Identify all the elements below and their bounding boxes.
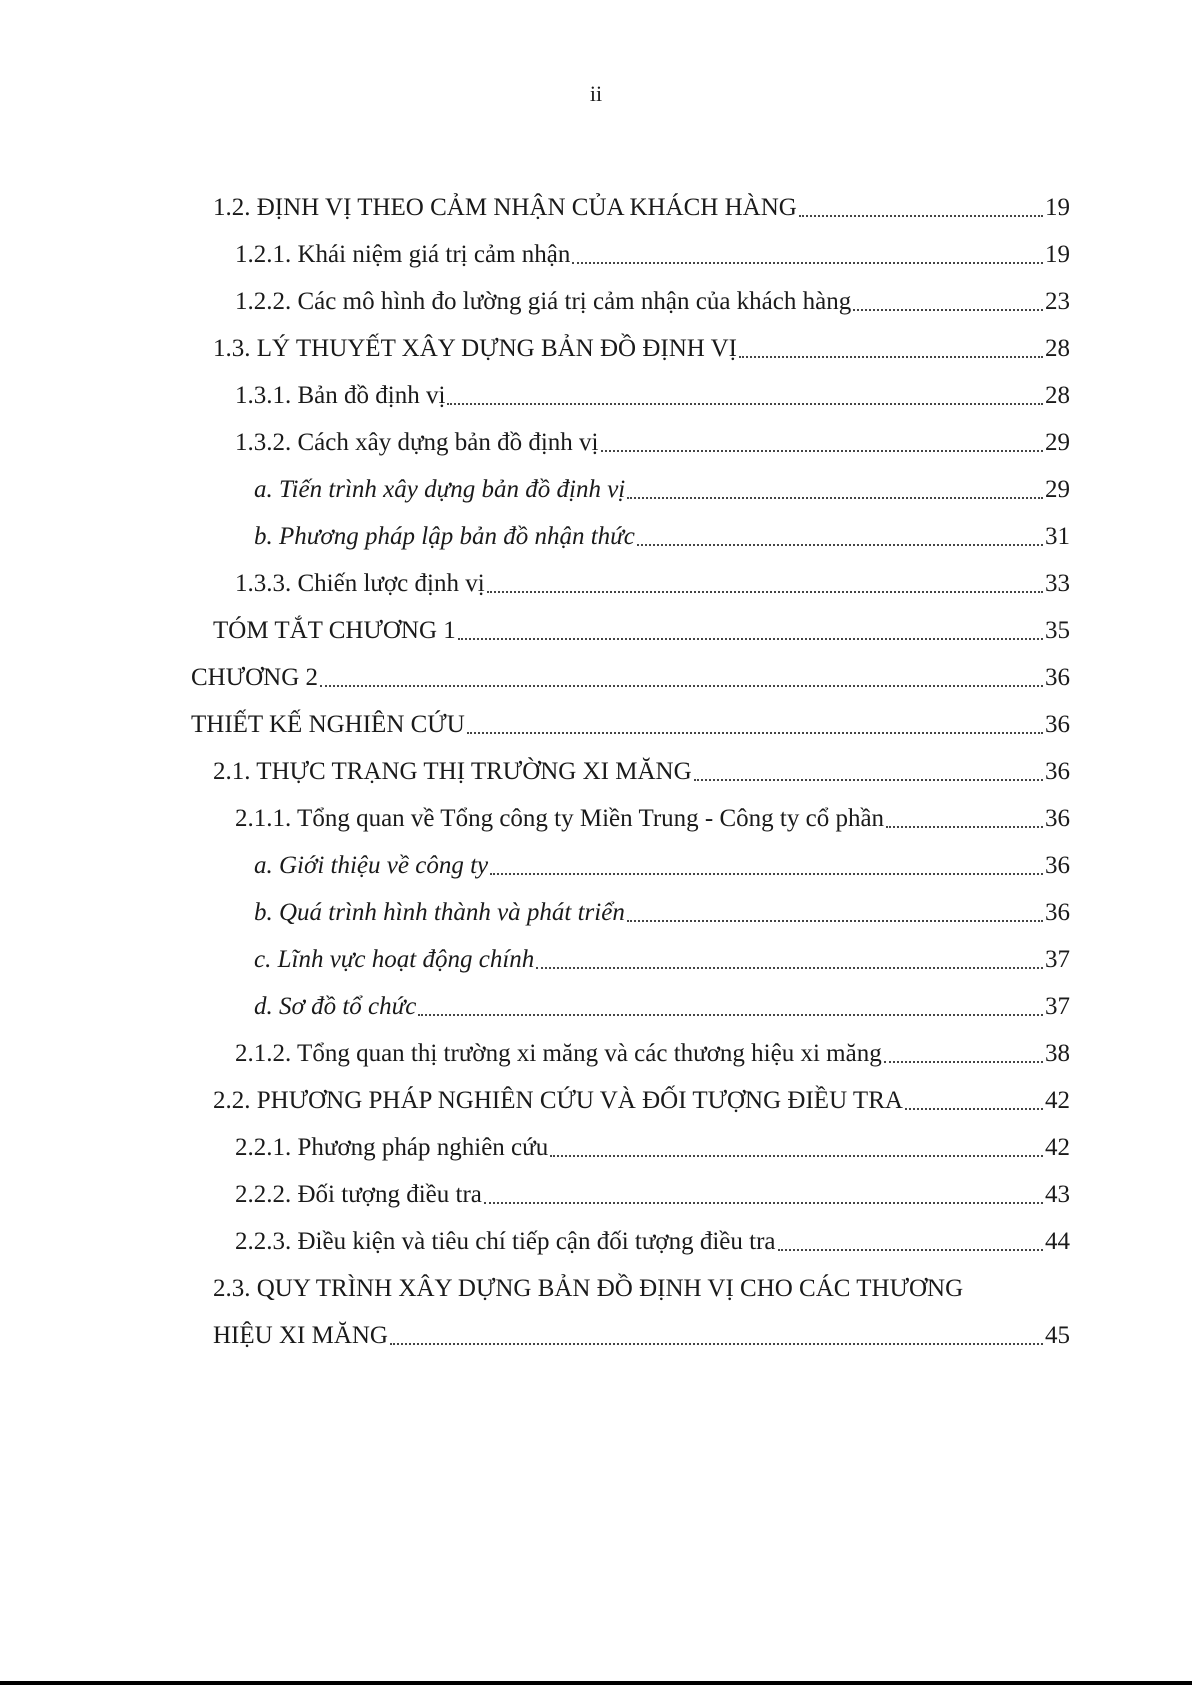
dot-leader bbox=[884, 1061, 1043, 1063]
toc-entry[interactable] bbox=[191, 278, 1070, 325]
dot-leader bbox=[458, 638, 1043, 640]
toc-entry[interactable] bbox=[191, 419, 1070, 466]
dot-leader bbox=[739, 356, 1043, 358]
toc-entry-2-3[interactable] bbox=[191, 1265, 1070, 1359]
toc-entry[interactable] bbox=[191, 560, 1070, 607]
dot-leader bbox=[627, 920, 1043, 922]
toc-entry-page: 29 bbox=[1045, 475, 1070, 503]
toc-entry-page: 31 bbox=[1045, 522, 1070, 550]
dot-leader bbox=[694, 779, 1043, 781]
dot-leader bbox=[550, 1155, 1043, 1157]
toc-entry[interactable] bbox=[191, 1077, 1070, 1124]
toc-entry-page: 36 bbox=[1045, 804, 1070, 832]
toc-entry-title: 2.1.1. Tổng quan về Tổng công ty Miền Trung - Công ty cổ phần bbox=[235, 804, 885, 832]
dot-leader bbox=[487, 591, 1043, 593]
toc-entry-title: d. Sơ đồ tổ chức bbox=[254, 992, 417, 1020]
toc-entry-page: 45 bbox=[1045, 1321, 1070, 1349]
toc-entry-title-line-2: HIỆU XI MĂNG bbox=[213, 1321, 388, 1349]
toc-entry[interactable] bbox=[191, 842, 1070, 889]
toc-entry-title: 2.2. PHƯƠNG PHÁP NGHIÊN CỨU VÀ ĐỐI TƯỢNG ĐIỀU TRA bbox=[213, 1086, 903, 1114]
toc-entry[interactable] bbox=[191, 889, 1070, 936]
dot-leader bbox=[484, 1202, 1043, 1204]
dot-leader bbox=[886, 826, 1043, 828]
toc-entry[interactable] bbox=[191, 1030, 1070, 1077]
dot-leader bbox=[627, 497, 1043, 499]
toc-entry-title: 1.2.1. Khái niệm giá trị cảm nhận bbox=[235, 240, 571, 268]
toc-entry-page: 36 bbox=[1045, 757, 1070, 785]
toc-entry-title: 1.2.2. Các mô hình đo lường giá trị cảm nhận của khách hàng bbox=[235, 287, 852, 315]
toc-entry[interactable] bbox=[191, 607, 1070, 654]
toc-entry-title: c. Lĩnh vực hoạt động chính bbox=[254, 945, 535, 973]
dot-leader bbox=[490, 873, 1043, 875]
dot-leader bbox=[778, 1249, 1043, 1251]
toc-entry-page: 33 bbox=[1045, 569, 1070, 597]
toc-entry-title-line-1: 2.3. QUY TRÌNH XÂY DỰNG BẢN ĐỒ ĐỊNH VỊ CHO CÁC THƯƠNG bbox=[213, 1275, 964, 1302]
toc-entry[interactable] bbox=[191, 983, 1070, 1030]
toc-entry-title: TÓM TẮT CHƯƠNG 1 bbox=[213, 616, 456, 644]
toc-entry-title: 2.2.3. Điều kiện và tiêu chí tiếp cận đối tượng điều tra bbox=[235, 1227, 776, 1255]
toc-entry[interactable] bbox=[191, 325, 1070, 372]
toc-entry[interactable] bbox=[191, 1171, 1070, 1218]
toc-entry[interactable] bbox=[191, 184, 1070, 231]
toc-entry[interactable] bbox=[191, 231, 1070, 278]
toc-entry-title: 1.3. LÝ THUYẾT XÂY DỰNG BẢN ĐỒ ĐỊNH VỊ bbox=[213, 334, 737, 362]
toc-entry-page: 36 bbox=[1045, 851, 1070, 879]
toc-entry-title: a. Tiến trình xây dựng bản đồ định vị bbox=[254, 475, 626, 503]
toc-entry-title: b. Phương pháp lập bản đồ nhận thức bbox=[254, 522, 635, 550]
toc-entry-title: 2.1.2. Tổng quan thị trường xi măng và các thương hiệu xi măng bbox=[235, 1039, 882, 1067]
dot-leader bbox=[390, 1343, 1043, 1345]
dot-leader bbox=[799, 215, 1043, 217]
toc-entry-title: 1.3.1. Bản đồ định vị bbox=[235, 381, 446, 409]
toc-entry-page: 36 bbox=[1045, 663, 1070, 691]
toc-entry-title: 2.2.1. Phương pháp nghiên cứu bbox=[235, 1133, 549, 1161]
toc-entry-title: 2.1. THỰC TRẠNG THỊ TRƯỜNG XI MĂNG bbox=[213, 757, 692, 785]
toc-entry[interactable] bbox=[191, 372, 1070, 419]
toc-entry-page: 19 bbox=[1045, 240, 1070, 268]
toc-entry-page: 43 bbox=[1045, 1180, 1070, 1208]
toc-entry-page: 37 bbox=[1045, 992, 1070, 1020]
table-of-contents bbox=[191, 184, 1070, 1359]
toc-entry-title: 2.2.2. Đối tượng điều tra bbox=[235, 1180, 482, 1208]
dot-leader bbox=[601, 450, 1043, 452]
dot-leader bbox=[572, 262, 1043, 264]
toc-entry[interactable] bbox=[191, 1218, 1070, 1265]
toc-entry-title: CHƯƠNG 2 bbox=[191, 663, 319, 691]
dot-leader bbox=[320, 685, 1043, 687]
toc-entry-title: 1.2. ĐỊNH VỊ THEO CẢM NHẬN CỦA KHÁCH HÀNG bbox=[213, 193, 797, 221]
toc-entry-page: 35 bbox=[1045, 616, 1070, 644]
dot-leader bbox=[418, 1014, 1043, 1016]
toc-entry-page: 44 bbox=[1045, 1227, 1070, 1255]
toc-entry[interactable] bbox=[191, 936, 1070, 983]
toc-entry[interactable] bbox=[191, 654, 1070, 701]
bottom-edge-bar bbox=[0, 1681, 1192, 1685]
toc-entry-page: 36 bbox=[1045, 898, 1070, 926]
toc-entry[interactable] bbox=[191, 466, 1070, 513]
toc-entry-page: 42 bbox=[1045, 1086, 1070, 1114]
toc-entry-page: 37 bbox=[1045, 945, 1070, 973]
toc-entry-page: 38 bbox=[1045, 1039, 1070, 1067]
dot-leader bbox=[467, 732, 1043, 734]
dot-leader bbox=[637, 544, 1043, 546]
toc-entry-page: 23 bbox=[1045, 287, 1070, 315]
toc-entry-page: 28 bbox=[1045, 334, 1070, 362]
dot-leader bbox=[447, 403, 1043, 405]
toc-entry-title: 1.3.3. Chiến lược định vị bbox=[235, 569, 485, 597]
toc-entry[interactable] bbox=[191, 701, 1070, 748]
dot-leader bbox=[905, 1108, 1043, 1110]
toc-entry[interactable] bbox=[191, 513, 1070, 560]
toc-entry-page: 42 bbox=[1045, 1133, 1070, 1161]
toc-entry-title: THIẾT KẾ NGHIÊN CỨU bbox=[191, 710, 465, 738]
toc-entry-title: a. Giới thiệu về công ty bbox=[254, 851, 489, 879]
toc-entry[interactable] bbox=[191, 1124, 1070, 1171]
toc-entry-title: 1.3.2. Cách xây dựng bản đồ định vị bbox=[235, 428, 599, 456]
toc-entry-page: 19 bbox=[1045, 193, 1070, 221]
toc-entry[interactable] bbox=[191, 748, 1070, 795]
toc-entry-page: 28 bbox=[1045, 381, 1070, 409]
toc-entry-page: 36 bbox=[1045, 710, 1070, 738]
toc-entry-title: b. Quá trình hình thành và phát triển bbox=[254, 898, 625, 926]
dot-leader bbox=[853, 309, 1043, 311]
page-number: ii bbox=[589, 81, 603, 106]
toc-entry[interactable] bbox=[191, 795, 1070, 842]
dot-leader bbox=[536, 967, 1043, 969]
toc-entry-page: 29 bbox=[1045, 428, 1070, 456]
